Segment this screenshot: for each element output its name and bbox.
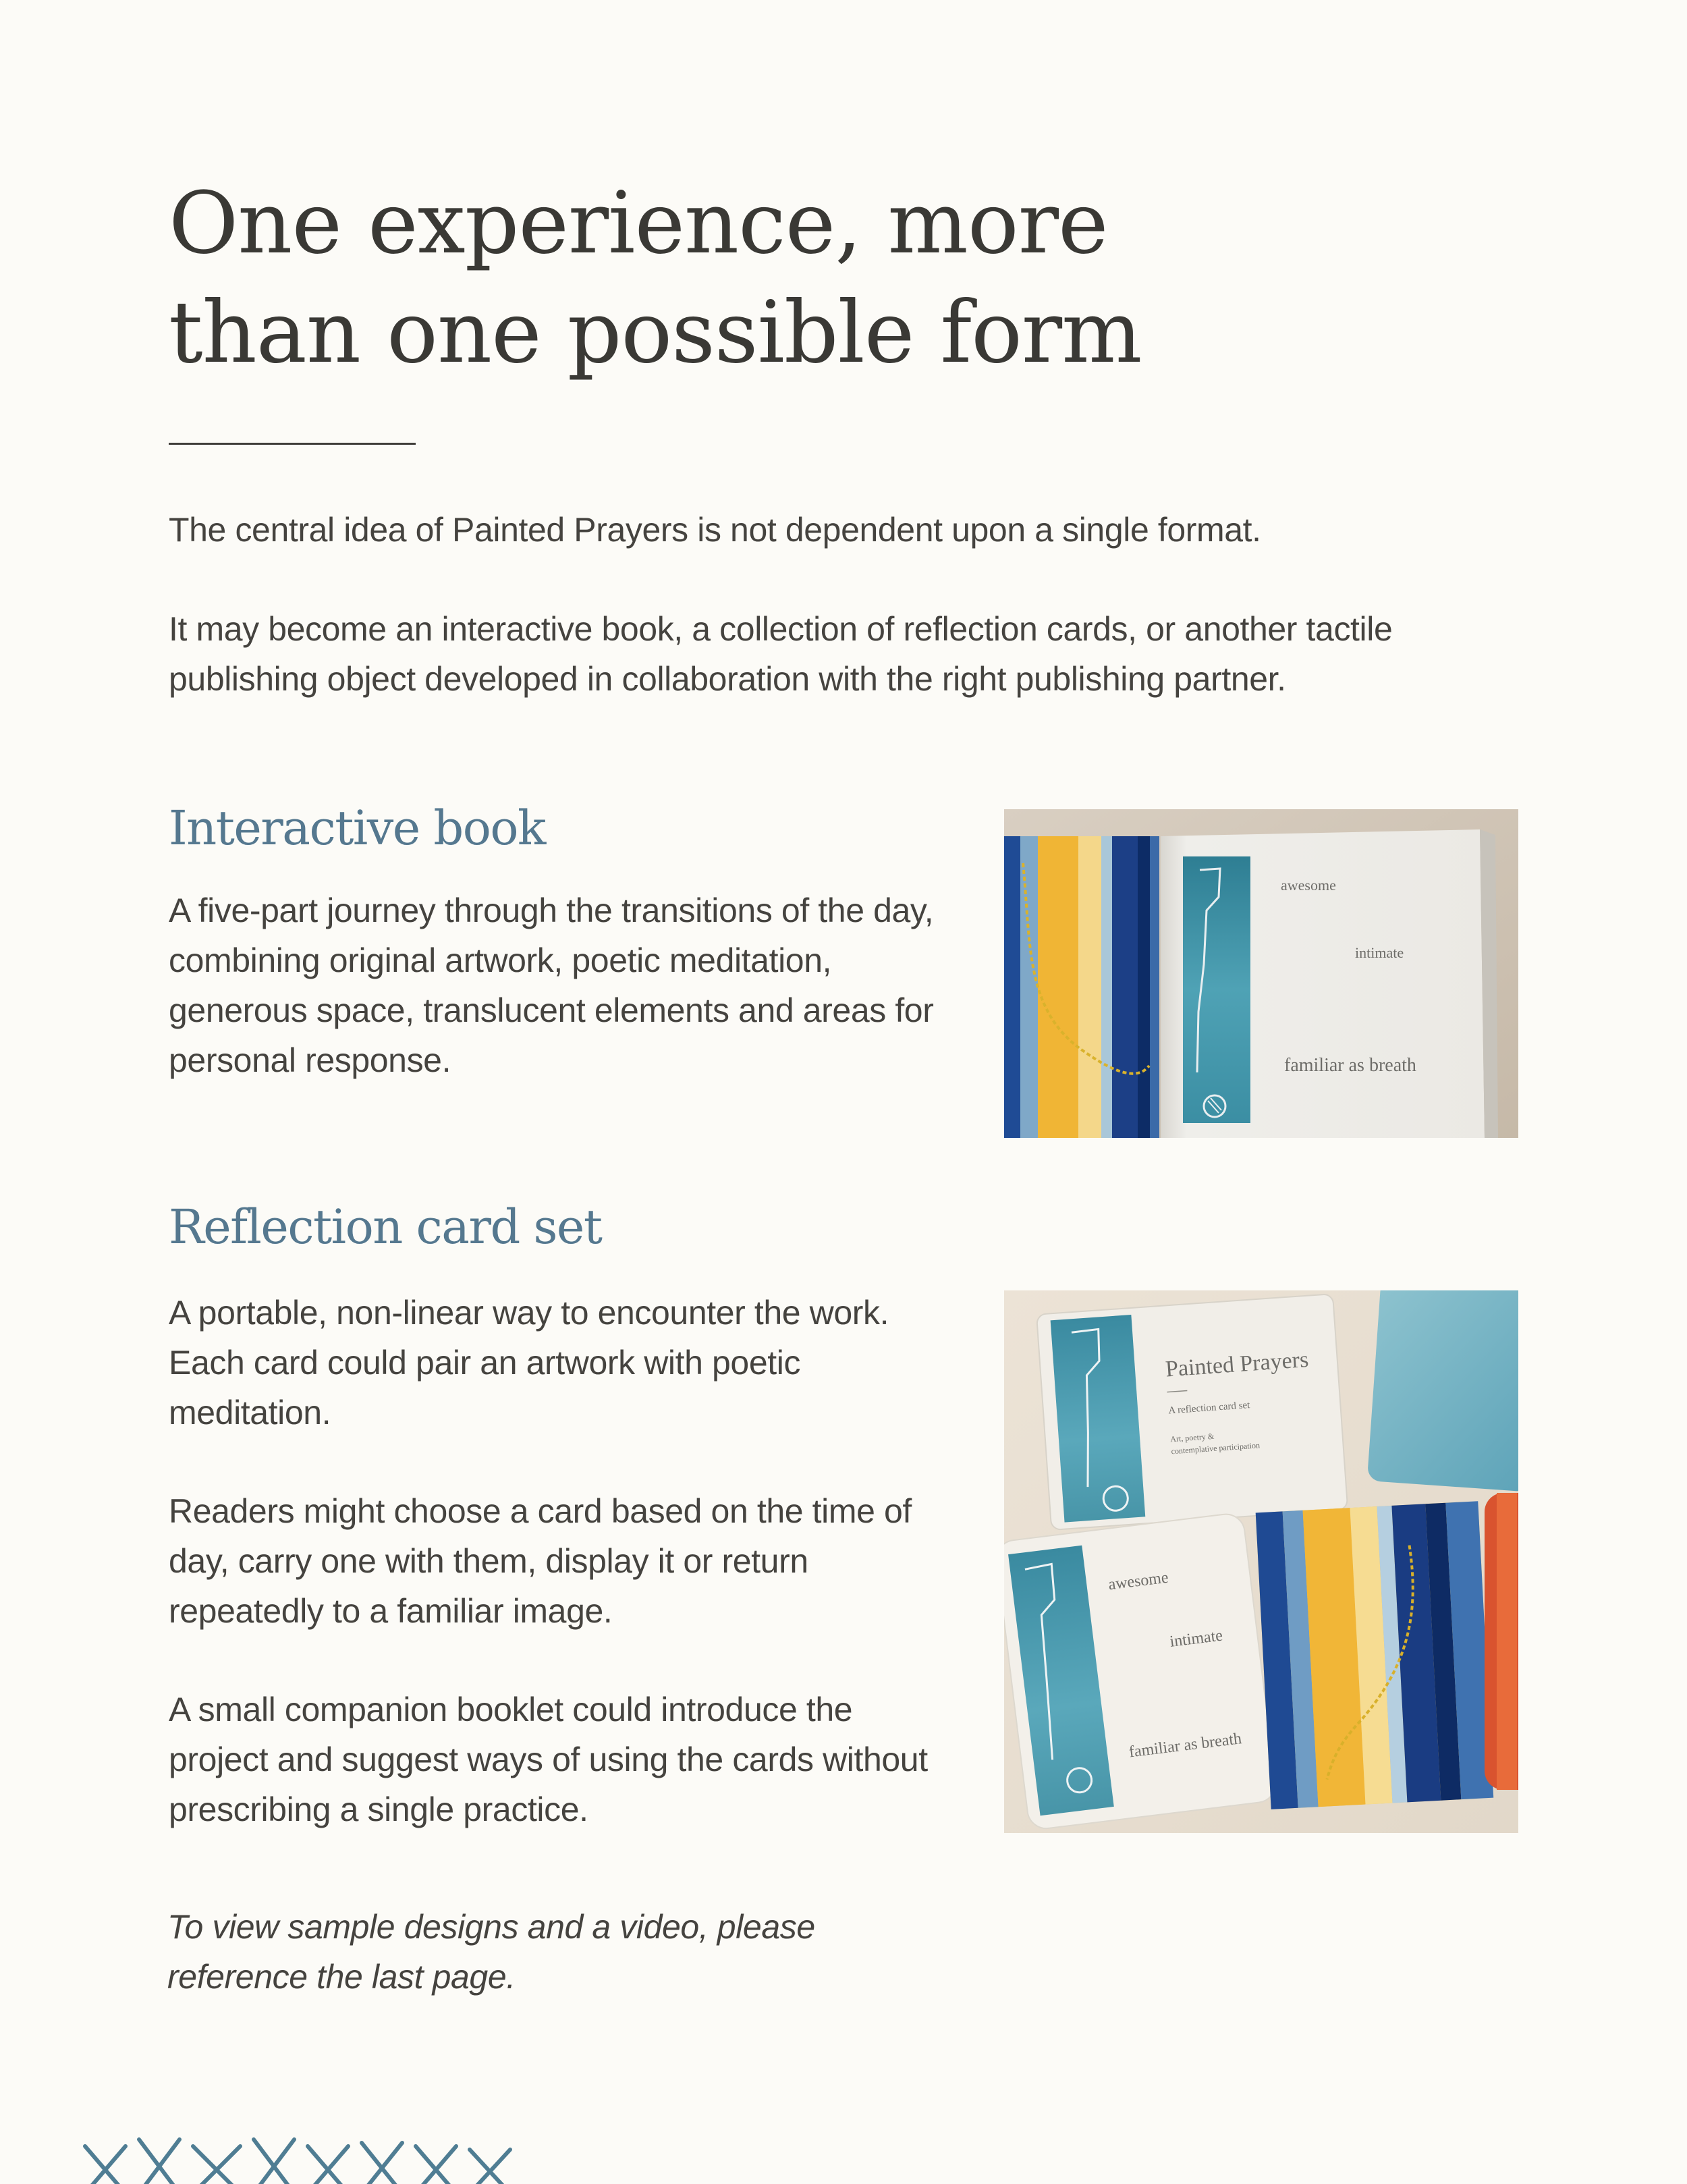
book-word-intimate: intimate bbox=[1355, 944, 1404, 961]
card-word-awesome: awesome bbox=[1107, 1568, 1169, 1594]
card-word-intimate: intimate bbox=[1169, 1627, 1224, 1651]
page-title: One experience, more than one possible form bbox=[169, 173, 1142, 382]
box-tagline-line-2: contemplative participation bbox=[1171, 1440, 1261, 1456]
box-tagline-line-1: Art, poetry & bbox=[1169, 1431, 1215, 1444]
sample-designs-note: To view sample designs and a video, please reference the last page. bbox=[167, 1908, 815, 1996]
box-title: Painted Prayers bbox=[1164, 1346, 1310, 1382]
card-set-paragraph: A small companion booklet could introduce the project and suggest ways of using the cards without prescribing a single practice. bbox=[169, 1691, 928, 1828]
interactive-book-description: A five-part journey through the transitions of the day, combining original artwork, poetic meditation, generous space, translucent elements and areas for personal response. bbox=[169, 892, 934, 1079]
reflection-cards-photo bbox=[1004, 1290, 1518, 1833]
section-heading-reflection-card-set: Reflection card set bbox=[169, 1199, 602, 1255]
title-divider bbox=[169, 443, 416, 445]
card-set-paragraph: A portable, non-linear way to encounter the work. Each card could pair an artwork with poetic meditation. bbox=[169, 1294, 889, 1431]
cross-stitch-decoration bbox=[78, 2133, 524, 2184]
box-subtitle: A reflection card set bbox=[1167, 1400, 1250, 1417]
intro-paragraph: The central idea of Painted Prayers is not dependent upon a single format. bbox=[169, 511, 1261, 549]
intro-paragraph: It may become an interactive book, a collection of reflection cards, or another tactile publishing object developed in collaboration with the right publishing partner. bbox=[169, 610, 1393, 698]
card-set-paragraph: Readers might choose a card based on the time of day, carry one with them, display it or return repeatedly to a familiar image. bbox=[169, 1492, 912, 1630]
book-word-familiar: familiar as breath bbox=[1284, 1055, 1416, 1076]
card-word-familiar: familiar as breath bbox=[1128, 1730, 1243, 1762]
interactive-book-photo bbox=[1004, 809, 1518, 1138]
book-word-awesome: awesome bbox=[1281, 877, 1336, 894]
section-heading-interactive-book: Interactive book bbox=[169, 800, 545, 856]
